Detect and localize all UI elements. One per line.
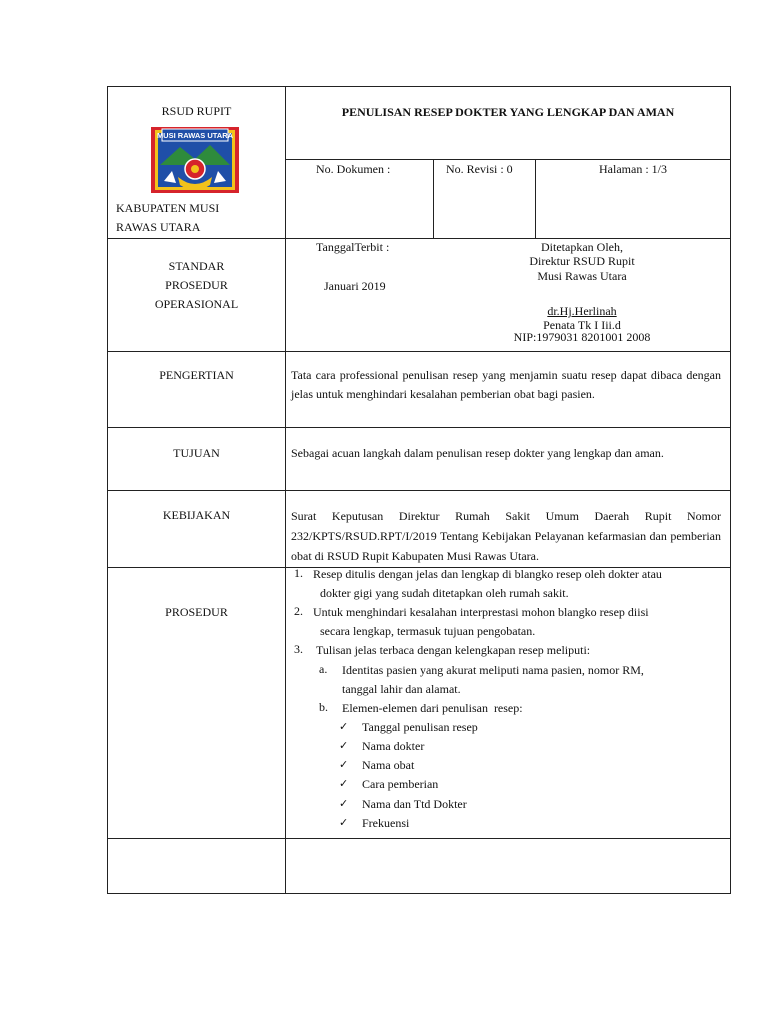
hospital-name: RSUD RUPIT [161, 104, 232, 118]
step-number-1: 1. [294, 566, 303, 580]
regency-logo [148, 125, 242, 195]
step-2-line2: secara lengkap, termasuk tujuan pengobatan. [320, 624, 536, 638]
region-name-line2: RAWAS UTARA [116, 220, 201, 234]
table-border-bottom [107, 893, 730, 894]
step-number-3: 3. [294, 642, 303, 656]
spo-line2: PROSEDUR [165, 278, 228, 292]
kebijakan-text: Surat Keputusan Direktur Rumah Sakit Umum Daerah Rupit Nomor 232/KPTS/RSUD.RPT/I/2019 Tentang Kebijakan Pelayanan kefarmasian dan pemberian obat di RSUD Rupit Kabupaten Musi Rawas Utara. [291, 509, 721, 563]
prosedur-label: PROSEDUR [165, 605, 228, 619]
issue-date-value: Januari 2019 [324, 279, 386, 293]
issue-date-label: TanggalTerbit : [316, 240, 390, 254]
pengertian-text: Tata cara professional penulisan resep yang menjamin suatu resep dapat dibaca dengan jelas untuk menghindari kesalahan pemberian obat bagi pasien. [291, 368, 721, 401]
spo-line3: OPERASIONAL [154, 297, 239, 311]
step-1-line2: dokter gigi yang sudah ditetapkan oleh rumah sakit. [320, 586, 569, 600]
approved-by-line1: Ditetapkan Oleh, [541, 240, 623, 254]
checkmark-icon: ✓ [339, 797, 349, 810]
step-1-line1: Resep ditulis dengan jelas dan lengkap di blangko resep oleh dokter atau [313, 567, 662, 581]
check-item: Nama dan Ttd Dokter [362, 797, 467, 811]
approver-name: dr.Hj.Herlinah [547, 304, 617, 318]
check-item: Tanggal penulisan resep [362, 720, 478, 734]
row-line-pengertian [107, 351, 730, 352]
row-line-doc-header [285, 159, 730, 160]
region-name-line1: KABUPATEN MUSI [116, 201, 220, 215]
kebijakan-label: KEBIJAKAN [162, 508, 231, 522]
substep-b-text: Elemen-elemen dari penulisan resep: [342, 701, 523, 715]
tujuan-text: Sebagai acuan langkah dalam penulisan resep dokter yang lengkap dan aman. [291, 446, 664, 460]
column-divider [285, 86, 286, 894]
step-2-line1: Untuk menghindari kesalahan interprestasi mohon blangko resep diisi [313, 605, 649, 619]
checkmark-icon: ✓ [339, 758, 349, 771]
checkmark-icon: ✓ [339, 777, 349, 790]
substep-a-line2: tanggal lahir dan alamat. [342, 682, 461, 696]
approved-by-line3: Musi Rawas Utara [537, 269, 627, 283]
table-border-right [730, 86, 731, 894]
substep-b-marker: b. [319, 700, 328, 714]
document-title: PENULISAN RESEP DOKTER YANG LENGKAP DAN AMAN [341, 105, 675, 119]
check-item: Frekuensi [362, 816, 410, 830]
table-border-top [107, 86, 730, 87]
check-item: Nama dokter [362, 739, 425, 753]
revision-number-label: No. Revisi : 0 [446, 162, 513, 176]
document-number-label: No. Dokumen : [316, 162, 391, 176]
logo-banner-text: MUSI RAWAS UTARA [156, 131, 234, 140]
step-number-2: 2. [294, 604, 303, 618]
substep-a-marker: a. [319, 662, 328, 676]
step-3-text: Tulisan jelas terbaca dengan kelengkapan resep meliputi: [316, 643, 591, 657]
pengertian-label: PENGERTIAN [159, 368, 234, 382]
approver-nip: NIP:1979031 8201001 2008 [513, 330, 651, 344]
check-item: Nama obat [362, 758, 415, 772]
tujuan-label: TUJUAN [173, 446, 220, 460]
row-line-tujuan [107, 427, 730, 428]
column-divider-revision [433, 159, 434, 239]
approver-rank: Penata Tk I Iii.d [543, 318, 621, 332]
checkmark-icon: ✓ [339, 720, 349, 733]
checkmark-icon: ✓ [339, 816, 349, 829]
approved-by-line2: Direktur RSUD Rupit [529, 254, 635, 268]
row-line-kebijakan [107, 490, 730, 491]
table-border-left [107, 86, 108, 894]
substep-a-line1: Identitas pasien yang akurat meliputi nama pasien, nomor RM, [342, 663, 644, 677]
row-line-empty [107, 838, 730, 839]
page-number-label: Halaman : 1/3 [599, 162, 667, 176]
check-item: Cara pemberian [362, 777, 439, 791]
spo-line1: STANDAR [168, 259, 225, 273]
checkmark-icon: ✓ [339, 739, 349, 752]
